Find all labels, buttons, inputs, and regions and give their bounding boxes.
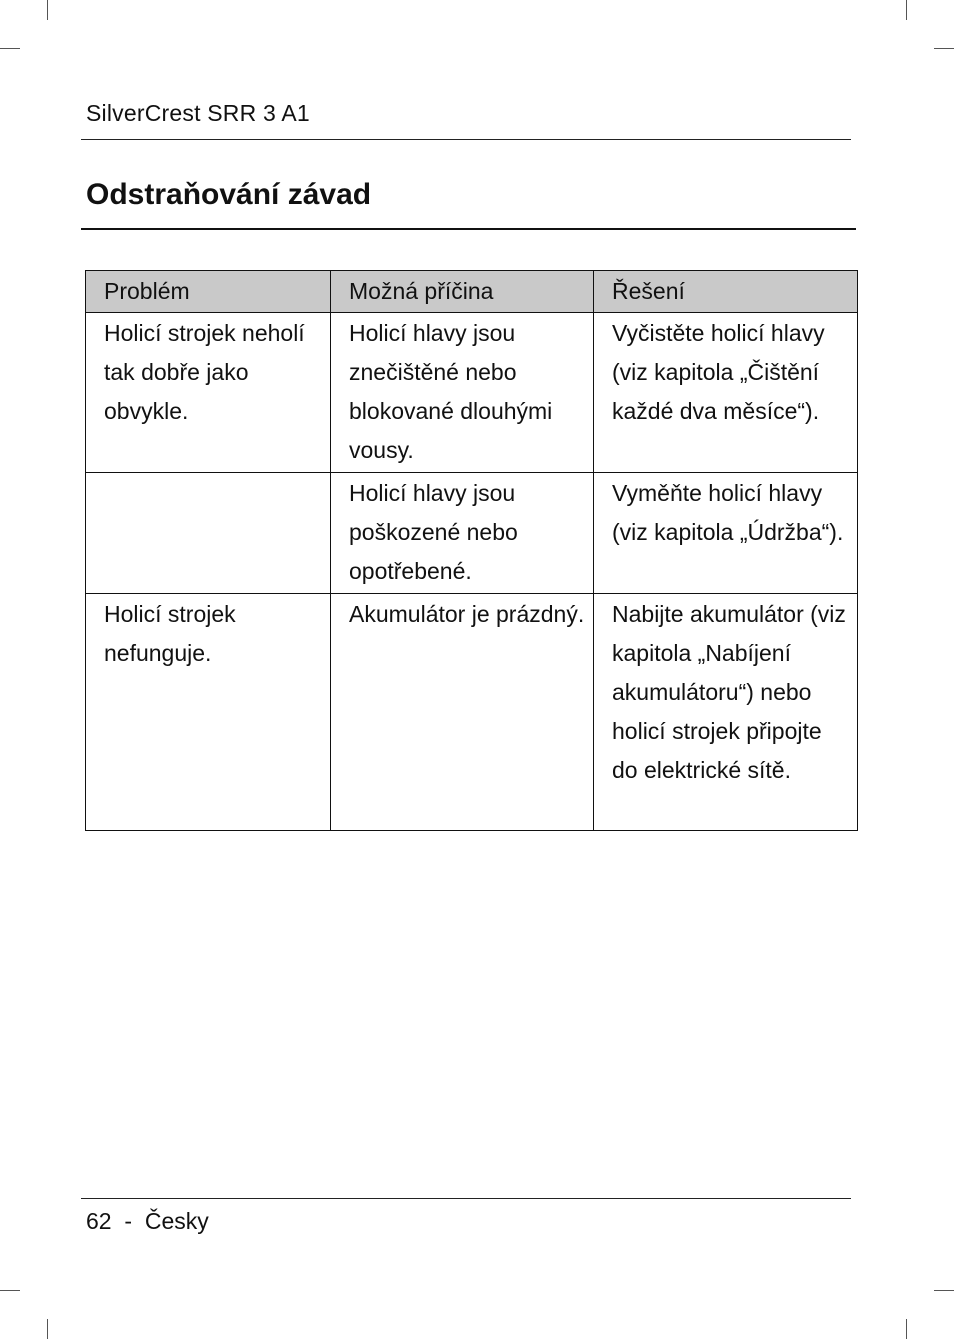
crop-mark: [0, 48, 20, 49]
crop-mark: [906, 1319, 907, 1339]
header-divider: [81, 139, 851, 140]
crop-mark: [0, 1290, 20, 1291]
table-row: [86, 473, 858, 594]
table-row: [86, 594, 858, 831]
problem-cell: Holicí strojek neholí tak dobře jako obvykle.: [86, 313, 331, 473]
cause-cell: Holicí hlavy jsou poškozené nebo opotřebené.: [331, 473, 594, 594]
running-header: SilverCrest SRR 3 A1: [86, 100, 310, 126]
crop-mark: [47, 1319, 48, 1339]
footer-language: Česky: [144, 1208, 209, 1234]
solution-cell: Vyčistěte holicí hlavy (viz kapitola „Čištění každé dva měsíce“).: [594, 313, 858, 473]
column-header-cause: Možná příčina: [331, 271, 594, 313]
problem-cell: Holicí strojek nefunguje.: [86, 594, 331, 831]
footer-divider: [81, 1198, 851, 1199]
solution-cell: Nabijte akumulátor (viz kapitola „Nabíjení akumulátoru“) nebo holicí strojek připojte do elektrické sítě.: [594, 594, 858, 831]
crop-mark: [934, 1290, 954, 1291]
page-title: Odstraňování závad: [86, 178, 372, 211]
table-row: [86, 313, 858, 473]
crop-mark: [934, 48, 954, 49]
solution-cell: Vyměňte holicí hlavy (viz kapitola „Údržba“).: [594, 473, 858, 594]
page-number: 62: [86, 1208, 112, 1234]
page-footer: [86, 1208, 209, 1235]
crop-mark: [47, 0, 48, 20]
cause-cell: Akumulátor je prázdný.: [331, 594, 594, 831]
title-divider: [81, 228, 856, 230]
crop-mark: [906, 0, 907, 20]
footer-separator: -: [124, 1208, 133, 1234]
cause-cell: Holicí hlavy jsou znečištěné nebo blokované dlouhými vousy.: [331, 313, 594, 473]
column-header-solution: Řešení: [594, 271, 858, 313]
troubleshooting-table: [85, 270, 858, 831]
table-header-row: [86, 271, 858, 313]
problem-cell: [86, 473, 331, 594]
column-header-problem: Problém: [86, 271, 331, 313]
